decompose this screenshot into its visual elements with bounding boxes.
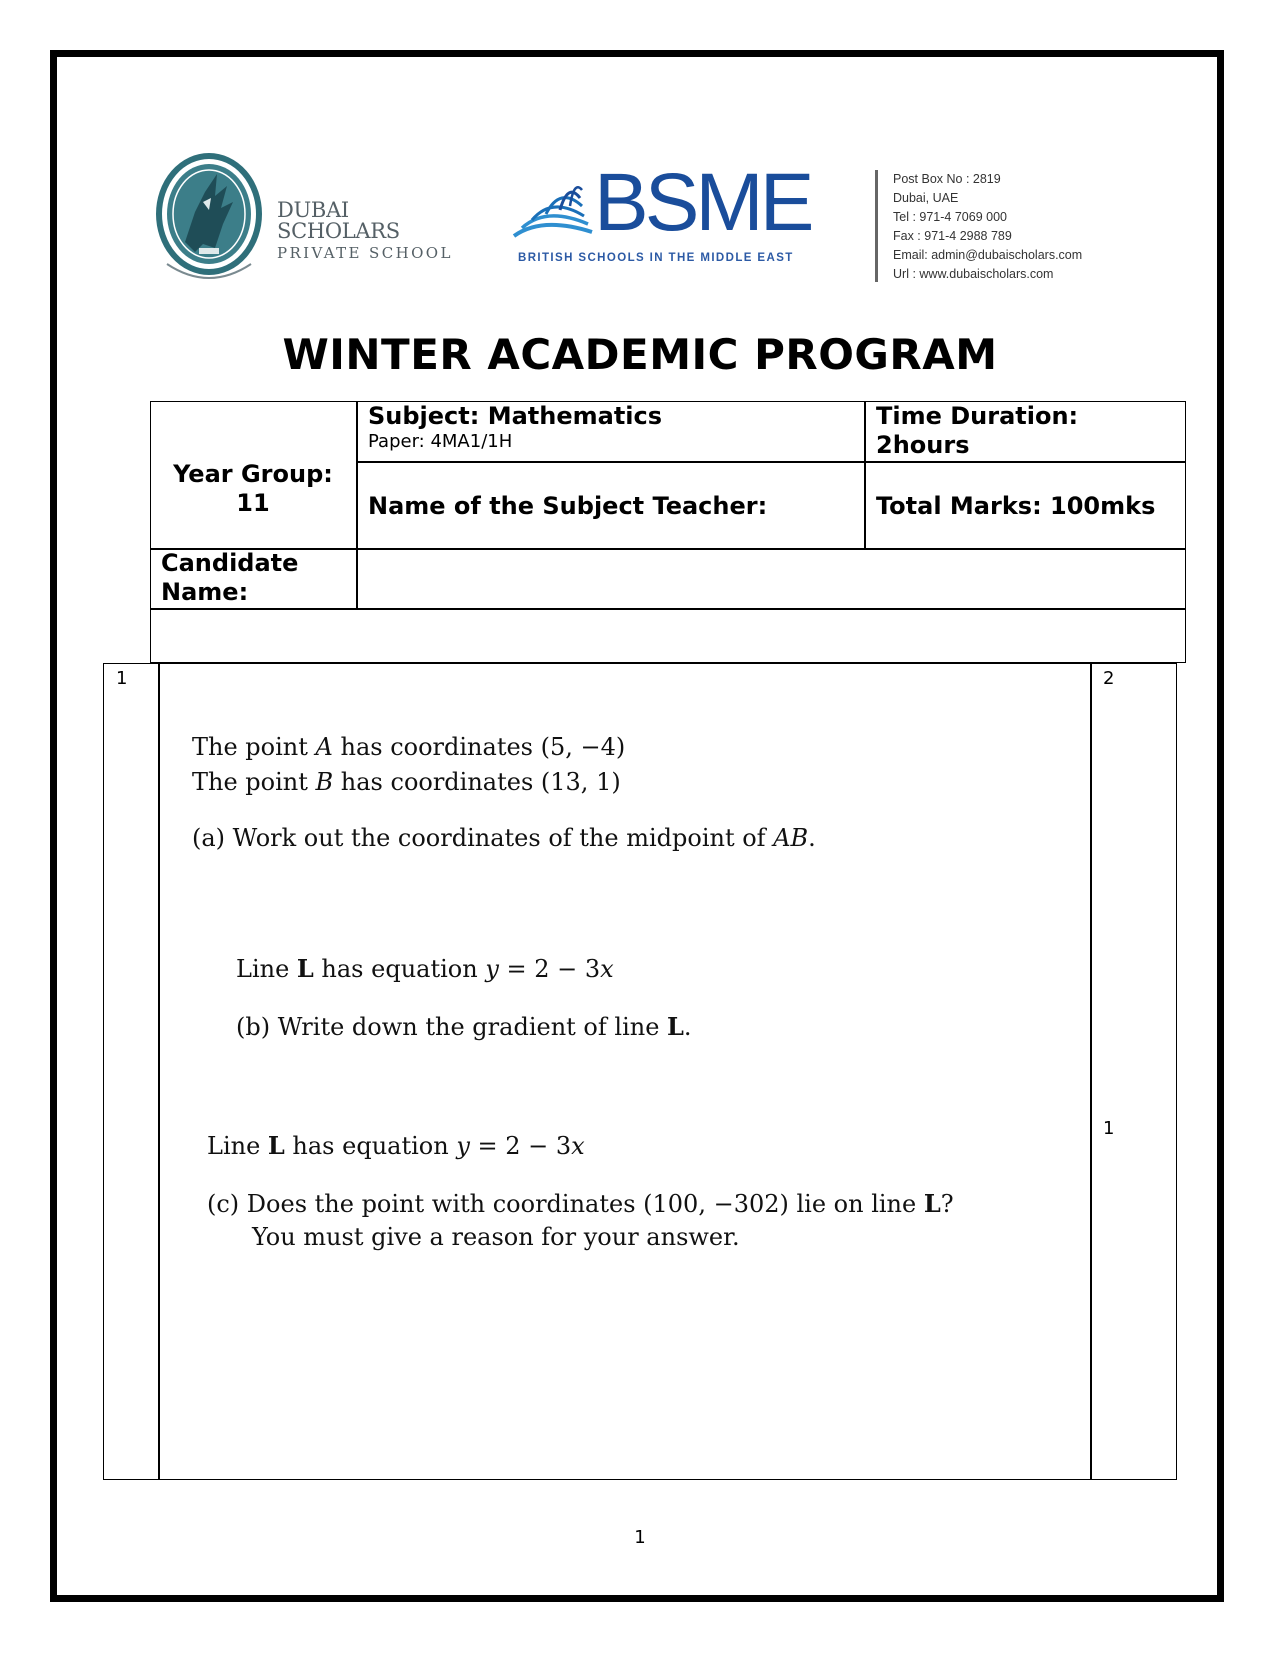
school-name-line2: PRIVATE SCHOOL [277, 244, 453, 262]
school-seal-icon [155, 152, 263, 288]
question-line: Line L has equation y = 2 − 3x [236, 954, 614, 983]
candidate-cell [161, 549, 298, 607]
question-part-b: (b) Write down the gradient of line L. [236, 1012, 692, 1041]
school-logo [155, 152, 465, 292]
bsme-wordmark: BSME [594, 157, 811, 248]
table-divider [150, 608, 1186, 610]
candidate-label: Name: [161, 578, 249, 606]
page-title: WINTER ACADEMIC PROGRAM [282, 330, 998, 379]
table-divider [158, 663, 160, 1480]
school-name-line1: DUBAI SCHOLARS [277, 198, 400, 243]
question-line: The point B has coordinates (13, 1) [192, 768, 621, 796]
page-number: 1 [634, 1527, 646, 1548]
contact-line: Email: admin@dubaischolars.com [893, 248, 1083, 262]
contact-block [893, 170, 1082, 284]
bsme-logo [512, 157, 811, 272]
question-part-a: (a) Work out the coordinates of the midpoint of AB. [192, 824, 816, 852]
question-part-c: (c) Does the point with coordinates (100, −302) lie on line L? [207, 1189, 954, 1218]
time-value: 2hours [876, 431, 970, 459]
subject-cell [368, 402, 662, 453]
contact-line: Url : www.dubaischolars.com [893, 267, 1054, 281]
bsme-tagline: BRITISH SCHOOLS IN THE MIDDLE EAST [518, 252, 794, 264]
year-group-label: Year Group: [173, 460, 333, 488]
contact-line: Fax : 971-4 2988 789 [893, 229, 1012, 243]
candidate-name-field[interactable] [358, 550, 1184, 607]
total-marks: Total Marks: 100mks [876, 492, 1156, 520]
school-name [277, 200, 465, 261]
time-label: Time Duration: [876, 402, 1079, 430]
contact-line: Dubai, UAE [893, 191, 959, 205]
question-part-c-instruction: You must give a reason for your answer. [252, 1223, 740, 1251]
paper-label: Paper: 4MA1/1H [368, 431, 513, 452]
marks-part: 1 [1103, 1118, 1115, 1139]
question-line: The point A has coordinates (5, −4) [192, 733, 626, 761]
year-group-value: 11 [236, 489, 270, 517]
teacher-label: Name of the Subject Teacher: [368, 492, 768, 520]
contact-divider [875, 170, 878, 282]
candidate-label: Candidate [161, 549, 299, 577]
contact-line: Tel : 971-4 7069 000 [893, 210, 1007, 224]
table-divider [1090, 663, 1092, 1480]
bsme-book-icon [512, 176, 598, 244]
year-group-cell [150, 460, 356, 518]
marks-total: 2 [1103, 668, 1115, 689]
question-line: Line L has equation y = 2 − 3x [207, 1131, 585, 1160]
table-divider [356, 461, 1186, 463]
subject-label: Subject: Mathematics [368, 402, 663, 430]
question-number: 1 [116, 668, 128, 689]
contact-line: Post Box No : 2819 [893, 172, 1001, 186]
time-cell [876, 402, 1078, 460]
table-divider [864, 401, 866, 549]
